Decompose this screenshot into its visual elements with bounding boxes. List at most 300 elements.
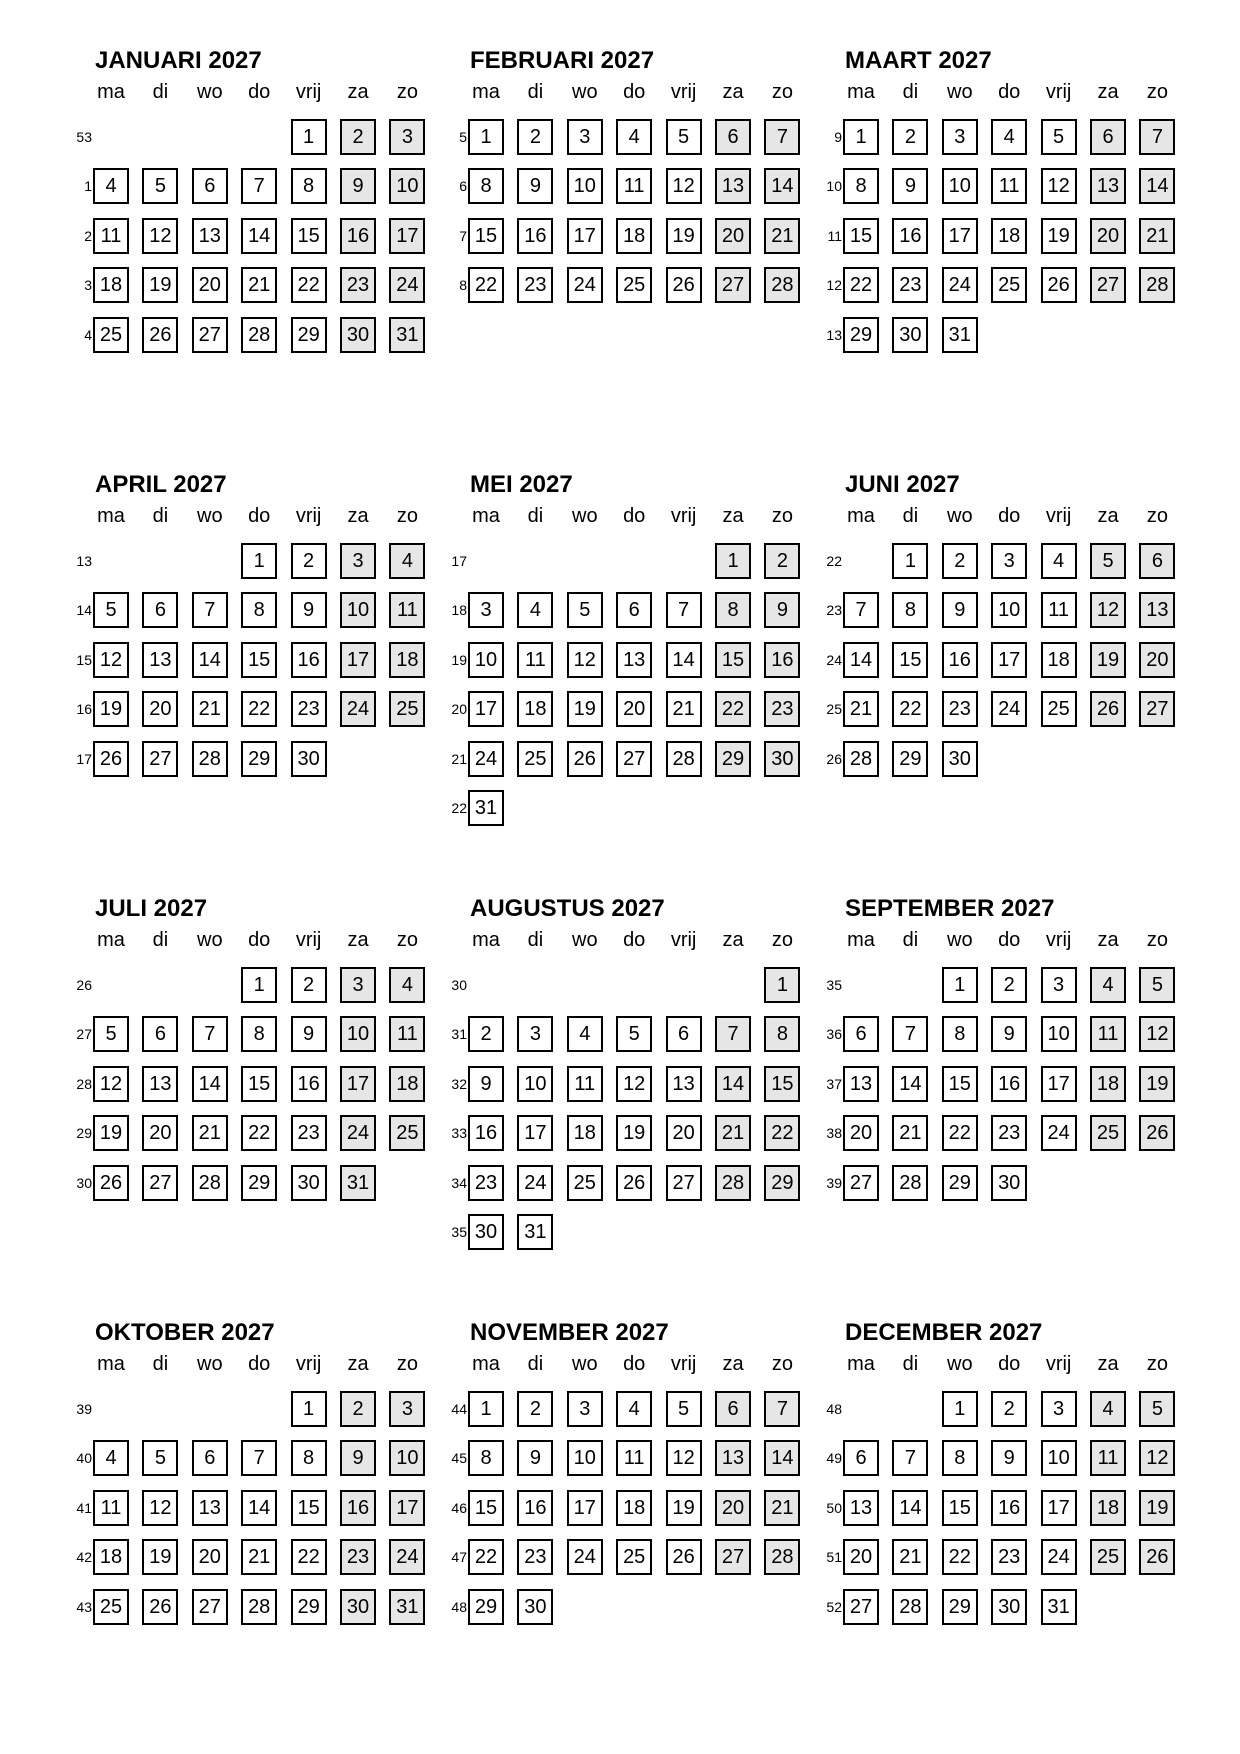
weekend-day-cell: 13 bbox=[1090, 168, 1126, 204]
day-cell: 12 bbox=[93, 642, 129, 678]
day-cell: 12 bbox=[1041, 168, 1077, 204]
month-9 bbox=[820, 848, 1200, 1268]
day-cell: 19 bbox=[142, 267, 178, 303]
day-cell: 28 bbox=[843, 741, 879, 777]
day-cell: 4 bbox=[1041, 543, 1077, 579]
weekend-day-cell: 6 bbox=[715, 1391, 751, 1427]
week-number: 39 bbox=[76, 1401, 92, 1417]
day-cell: 4 bbox=[93, 168, 129, 204]
week-number: 5 bbox=[459, 129, 467, 145]
day-cell: 23 bbox=[291, 691, 327, 727]
weekend-day-cell: 20 bbox=[1090, 218, 1126, 254]
day-cell: 9 bbox=[291, 1016, 327, 1052]
weekday-header: wo bbox=[947, 81, 973, 103]
day-cell: 1 bbox=[468, 1391, 504, 1427]
weekday-header: ma bbox=[472, 929, 500, 951]
weekday-header: za bbox=[722, 81, 744, 103]
day-cell: 15 bbox=[241, 642, 277, 678]
week-number: 11 bbox=[827, 227, 842, 244]
day-cell: 25 bbox=[1041, 691, 1077, 727]
weekday-header: ma bbox=[847, 81, 875, 103]
day-cell: 5 bbox=[1041, 119, 1077, 155]
weekend-day-cell: 15 bbox=[764, 1066, 800, 1102]
weekend-day-cell: 2 bbox=[340, 1391, 376, 1427]
weekday-header: ma bbox=[472, 505, 500, 527]
day-cell: 25 bbox=[93, 317, 129, 353]
day-cell: 16 bbox=[468, 1115, 504, 1151]
weekday-header: za bbox=[347, 1353, 369, 1375]
day-cell: 29 bbox=[843, 317, 879, 353]
day-cell: 13 bbox=[843, 1490, 879, 1526]
day-cell: 23 bbox=[991, 1115, 1027, 1151]
weekday-header: do bbox=[248, 81, 271, 103]
day-cell: 19 bbox=[93, 1115, 129, 1151]
day-cell: 6 bbox=[142, 592, 178, 628]
day-cell: 30 bbox=[468, 1214, 504, 1250]
day-cell: 9 bbox=[517, 1440, 553, 1476]
day-cell: 15 bbox=[468, 218, 504, 254]
weekend-day-cell: 4 bbox=[1090, 967, 1126, 1003]
day-cell: 17 bbox=[517, 1115, 553, 1151]
weekday-header: zo bbox=[396, 505, 418, 527]
weekend-day-cell: 10 bbox=[340, 592, 376, 628]
day-cell: 3 bbox=[567, 1391, 603, 1427]
weekend-day-cell: 22 bbox=[764, 1115, 800, 1151]
weekday-header: do bbox=[248, 505, 271, 527]
week-number: 12 bbox=[826, 277, 842, 294]
day-cell: 14 bbox=[892, 1066, 928, 1102]
weekend-day-cell: 17 bbox=[389, 218, 425, 254]
day-cell: 8 bbox=[942, 1016, 978, 1052]
day-cell: 2 bbox=[291, 967, 327, 1003]
day-cell: 2 bbox=[517, 1391, 553, 1427]
day-cell: 12 bbox=[666, 1440, 702, 1476]
weekday-header: zo bbox=[396, 1353, 418, 1375]
day-cell: 27 bbox=[192, 1589, 228, 1625]
week-number: 10 bbox=[826, 178, 842, 195]
day-cell: 18 bbox=[616, 1490, 652, 1526]
day-cell: 10 bbox=[567, 168, 603, 204]
week-number: 23 bbox=[826, 602, 842, 619]
week-number: 25 bbox=[826, 701, 842, 718]
weekday-header: ma bbox=[97, 1353, 125, 1375]
weekday-header: do bbox=[998, 1353, 1021, 1375]
weekday-header: zo bbox=[1146, 929, 1168, 951]
day-cell: 20 bbox=[142, 691, 178, 727]
month-2 bbox=[445, 0, 825, 420]
weekend-day-cell: 24 bbox=[340, 1115, 376, 1151]
weekday-header: wo bbox=[197, 81, 223, 103]
week-number: 51 bbox=[826, 1549, 842, 1566]
day-cell: 6 bbox=[192, 168, 228, 204]
day-cell: 24 bbox=[567, 1539, 603, 1575]
weekday-header: vrij bbox=[1045, 1353, 1072, 1375]
weekend-day-cell: 14 bbox=[764, 168, 800, 204]
weekday-header: zo bbox=[771, 505, 793, 527]
week-number: 35 bbox=[826, 977, 842, 993]
day-cell: 18 bbox=[991, 218, 1027, 254]
weekend-day-cell: 5 bbox=[1139, 1391, 1175, 1427]
weekend-day-cell: 21 bbox=[1139, 218, 1175, 254]
day-cell: 6 bbox=[142, 1016, 178, 1052]
weekend-day-cell: 29 bbox=[764, 1165, 800, 1201]
day-cell: 31 bbox=[517, 1214, 553, 1250]
weekday-header: di bbox=[152, 81, 169, 103]
weekday-header: ma bbox=[472, 81, 500, 103]
day-cell: 24 bbox=[468, 741, 504, 777]
day-cell: 24 bbox=[1041, 1115, 1077, 1151]
day-cell: 13 bbox=[843, 1066, 879, 1102]
weekday-header: do bbox=[623, 505, 646, 527]
day-cell: 21 bbox=[192, 1115, 228, 1151]
weekend-day-cell: 23 bbox=[340, 1539, 376, 1575]
day-cell: 28 bbox=[241, 317, 277, 353]
weekday-header: wo bbox=[947, 505, 973, 527]
weekend-day-cell: 26 bbox=[1139, 1539, 1175, 1575]
day-cell: 15 bbox=[942, 1490, 978, 1526]
week-number: 22 bbox=[451, 800, 467, 816]
day-cell: 14 bbox=[241, 1490, 277, 1526]
weekend-day-cell: 22 bbox=[715, 691, 751, 727]
day-cell: 1 bbox=[241, 967, 277, 1003]
day-cell: 14 bbox=[241, 218, 277, 254]
day-cell: 2 bbox=[942, 543, 978, 579]
day-cell: 11 bbox=[616, 1440, 652, 1476]
day-cell: 5 bbox=[93, 592, 129, 628]
day-cell: 28 bbox=[192, 1165, 228, 1201]
week-number: 53 bbox=[76, 129, 92, 145]
day-cell: 30 bbox=[517, 1589, 553, 1625]
day-cell: 20 bbox=[843, 1539, 879, 1575]
day-cell: 26 bbox=[93, 1165, 129, 1201]
day-cell: 25 bbox=[616, 1539, 652, 1575]
day-cell: 23 bbox=[942, 691, 978, 727]
week-number: 30 bbox=[451, 977, 467, 993]
day-cell: 22 bbox=[241, 1115, 277, 1151]
week-number: 18 bbox=[451, 602, 467, 619]
day-cell: 19 bbox=[567, 691, 603, 727]
weekday-header: zo bbox=[1146, 505, 1168, 527]
weekday-header: di bbox=[527, 1353, 544, 1375]
day-cell: 1 bbox=[942, 967, 978, 1003]
day-cell: 1 bbox=[291, 119, 327, 155]
weekend-day-cell: 12 bbox=[1090, 592, 1126, 628]
day-cell: 6 bbox=[843, 1440, 879, 1476]
day-cell: 16 bbox=[991, 1490, 1027, 1526]
month-title: NOVEMBER 2027 bbox=[470, 1319, 669, 1346]
day-cell: 28 bbox=[892, 1589, 928, 1625]
weekend-day-cell: 24 bbox=[340, 691, 376, 727]
day-cell: 15 bbox=[291, 1490, 327, 1526]
day-cell: 4 bbox=[991, 119, 1027, 155]
week-number: 42 bbox=[76, 1549, 92, 1566]
weekday-header: ma bbox=[472, 1353, 500, 1375]
month-3 bbox=[820, 0, 1200, 420]
day-cell: 18 bbox=[616, 218, 652, 254]
weekend-day-cell: 25 bbox=[389, 691, 425, 727]
weekday-header: di bbox=[902, 81, 919, 103]
day-cell: 5 bbox=[142, 168, 178, 204]
day-cell: 26 bbox=[142, 1589, 178, 1625]
day-cell: 16 bbox=[517, 1490, 553, 1526]
day-cell: 20 bbox=[666, 1115, 702, 1151]
day-cell: 21 bbox=[241, 1539, 277, 1575]
day-cell: 15 bbox=[468, 1490, 504, 1526]
weekday-header: ma bbox=[847, 505, 875, 527]
weekend-day-cell: 7 bbox=[1139, 119, 1175, 155]
day-cell: 16 bbox=[517, 218, 553, 254]
weekday-header: wo bbox=[572, 1353, 598, 1375]
day-cell: 13 bbox=[192, 1490, 228, 1526]
weekend-day-cell: 4 bbox=[389, 967, 425, 1003]
day-cell: 29 bbox=[892, 741, 928, 777]
weekend-day-cell: 1 bbox=[764, 967, 800, 1003]
day-cell: 11 bbox=[991, 168, 1027, 204]
day-cell: 4 bbox=[93, 1440, 129, 1476]
month-title: SEPTEMBER 2027 bbox=[845, 895, 1055, 922]
weekend-day-cell: 10 bbox=[389, 1440, 425, 1476]
day-cell: 22 bbox=[241, 691, 277, 727]
day-cell: 25 bbox=[991, 267, 1027, 303]
week-number: 39 bbox=[826, 1174, 842, 1191]
weekday-header: vrij bbox=[670, 929, 697, 951]
day-cell: 13 bbox=[666, 1066, 702, 1102]
day-cell: 28 bbox=[241, 1589, 277, 1625]
week-number: 13 bbox=[76, 553, 92, 569]
day-cell: 12 bbox=[142, 218, 178, 254]
week-number: 46 bbox=[451, 1499, 467, 1516]
month-title: JANUARI 2027 bbox=[95, 47, 262, 74]
day-cell: 9 bbox=[991, 1440, 1027, 1476]
day-cell: 27 bbox=[843, 1165, 879, 1201]
day-cell: 19 bbox=[666, 218, 702, 254]
weekend-day-cell: 20 bbox=[1139, 642, 1175, 678]
weekend-day-cell: 18 bbox=[1090, 1490, 1126, 1526]
month-12 bbox=[820, 1272, 1200, 1692]
day-cell: 2 bbox=[892, 119, 928, 155]
week-number: 47 bbox=[451, 1549, 467, 1566]
weekend-day-cell: 1 bbox=[715, 543, 751, 579]
weekday-header: za bbox=[1097, 81, 1119, 103]
weekday-header: di bbox=[152, 929, 169, 951]
week-number: 45 bbox=[451, 1450, 467, 1467]
weekend-day-cell: 15 bbox=[715, 642, 751, 678]
day-cell: 1 bbox=[892, 543, 928, 579]
day-cell: 11 bbox=[616, 168, 652, 204]
week-number: 13 bbox=[826, 326, 842, 343]
week-number: 4 bbox=[84, 326, 92, 343]
month-title: AUGUSTUS 2027 bbox=[470, 895, 665, 922]
day-cell: 1 bbox=[291, 1391, 327, 1427]
month-title: JULI 2027 bbox=[95, 895, 208, 922]
day-cell: 8 bbox=[241, 1016, 277, 1052]
weekend-day-cell: 19 bbox=[1090, 642, 1126, 678]
week-number: 49 bbox=[826, 1450, 842, 1467]
day-cell: 17 bbox=[567, 218, 603, 254]
weekend-day-cell: 28 bbox=[764, 267, 800, 303]
weekend-day-cell: 10 bbox=[389, 168, 425, 204]
weekend-day-cell: 25 bbox=[389, 1115, 425, 1151]
weekend-day-cell: 11 bbox=[389, 1016, 425, 1052]
weekend-day-cell: 31 bbox=[389, 1589, 425, 1625]
weekday-header: zo bbox=[396, 81, 418, 103]
day-cell: 21 bbox=[241, 267, 277, 303]
day-cell: 12 bbox=[666, 168, 702, 204]
day-cell: 8 bbox=[942, 1440, 978, 1476]
day-cell: 15 bbox=[942, 1066, 978, 1102]
month-1 bbox=[70, 0, 450, 420]
day-cell: 7 bbox=[892, 1016, 928, 1052]
day-cell: 28 bbox=[192, 741, 228, 777]
weekend-day-cell: 17 bbox=[340, 642, 376, 678]
day-cell: 22 bbox=[843, 267, 879, 303]
weekday-header: ma bbox=[847, 929, 875, 951]
weekday-header: do bbox=[998, 505, 1021, 527]
weekday-header: do bbox=[998, 929, 1021, 951]
day-cell: 27 bbox=[666, 1165, 702, 1201]
weekday-header: ma bbox=[97, 505, 125, 527]
week-number: 38 bbox=[826, 1125, 842, 1142]
day-cell: 18 bbox=[93, 267, 129, 303]
day-cell: 15 bbox=[843, 218, 879, 254]
weekend-day-cell: 31 bbox=[340, 1165, 376, 1201]
day-cell: 10 bbox=[517, 1066, 553, 1102]
day-cell: 31 bbox=[942, 317, 978, 353]
weekend-day-cell: 11 bbox=[1090, 1016, 1126, 1052]
day-cell: 9 bbox=[991, 1016, 1027, 1052]
day-cell: 10 bbox=[1041, 1440, 1077, 1476]
day-cell: 6 bbox=[192, 1440, 228, 1476]
day-cell: 3 bbox=[567, 119, 603, 155]
week-number: 15 bbox=[76, 651, 92, 668]
weekend-day-cell: 18 bbox=[1090, 1066, 1126, 1102]
day-cell: 24 bbox=[942, 267, 978, 303]
weekend-day-cell: 21 bbox=[764, 1490, 800, 1526]
week-number: 50 bbox=[826, 1499, 842, 1516]
weekend-day-cell: 10 bbox=[340, 1016, 376, 1052]
day-cell: 16 bbox=[892, 218, 928, 254]
day-cell: 10 bbox=[942, 168, 978, 204]
week-number: 43 bbox=[76, 1598, 92, 1615]
day-cell: 19 bbox=[616, 1115, 652, 1151]
weekday-header: do bbox=[623, 929, 646, 951]
weekend-day-cell: 7 bbox=[715, 1016, 751, 1052]
weekend-day-cell: 2 bbox=[340, 119, 376, 155]
weekend-day-cell: 14 bbox=[764, 1440, 800, 1476]
day-cell: 28 bbox=[666, 741, 702, 777]
weekend-day-cell: 21 bbox=[715, 1115, 751, 1151]
weekday-header: do bbox=[248, 1353, 271, 1375]
day-cell: 13 bbox=[616, 642, 652, 678]
week-number: 26 bbox=[76, 977, 92, 993]
day-cell: 15 bbox=[892, 642, 928, 678]
day-cell: 9 bbox=[468, 1066, 504, 1102]
weekend-day-cell: 23 bbox=[764, 691, 800, 727]
day-cell: 3 bbox=[517, 1016, 553, 1052]
day-cell: 26 bbox=[567, 741, 603, 777]
week-number: 17 bbox=[451, 553, 467, 569]
day-cell: 14 bbox=[192, 1066, 228, 1102]
day-cell: 13 bbox=[192, 218, 228, 254]
day-cell: 21 bbox=[892, 1539, 928, 1575]
day-cell: 17 bbox=[1041, 1490, 1077, 1526]
day-cell: 19 bbox=[142, 1539, 178, 1575]
weekend-day-cell: 13 bbox=[715, 1440, 751, 1476]
weekday-header: ma bbox=[97, 929, 125, 951]
weekend-day-cell: 30 bbox=[764, 741, 800, 777]
day-cell: 10 bbox=[991, 592, 1027, 628]
weekday-header: wo bbox=[197, 929, 223, 951]
day-cell: 19 bbox=[93, 691, 129, 727]
week-number: 48 bbox=[451, 1598, 467, 1615]
day-cell: 1 bbox=[942, 1391, 978, 1427]
day-cell: 29 bbox=[241, 741, 277, 777]
weekday-header: di bbox=[152, 505, 169, 527]
weekend-day-cell: 27 bbox=[715, 1539, 751, 1575]
day-cell: 26 bbox=[142, 317, 178, 353]
weekday-header: za bbox=[1097, 505, 1119, 527]
day-cell: 22 bbox=[942, 1539, 978, 1575]
day-cell: 29 bbox=[241, 1165, 277, 1201]
weekend-day-cell: 14 bbox=[715, 1066, 751, 1102]
week-number: 28 bbox=[76, 1075, 92, 1092]
day-cell: 8 bbox=[291, 168, 327, 204]
day-cell: 1 bbox=[241, 543, 277, 579]
weekend-day-cell: 31 bbox=[389, 317, 425, 353]
weekday-header: za bbox=[722, 929, 744, 951]
day-cell: 16 bbox=[291, 642, 327, 678]
day-cell: 20 bbox=[843, 1115, 879, 1151]
weekday-header: do bbox=[623, 81, 646, 103]
day-cell: 4 bbox=[567, 1016, 603, 1052]
day-cell: 8 bbox=[241, 592, 277, 628]
day-cell: 29 bbox=[942, 1165, 978, 1201]
week-number: 21 bbox=[451, 750, 467, 767]
day-cell: 3 bbox=[468, 592, 504, 628]
day-cell: 30 bbox=[892, 317, 928, 353]
day-cell: 11 bbox=[567, 1066, 603, 1102]
weekday-header: zo bbox=[396, 929, 418, 951]
weekend-day-cell: 4 bbox=[1090, 1391, 1126, 1427]
day-cell: 10 bbox=[567, 1440, 603, 1476]
day-cell: 29 bbox=[291, 317, 327, 353]
weekday-header: wo bbox=[947, 929, 973, 951]
week-number: 6 bbox=[459, 178, 467, 195]
weekend-day-cell: 9 bbox=[340, 168, 376, 204]
weekday-header: vrij bbox=[1045, 505, 1072, 527]
month-8 bbox=[445, 848, 825, 1268]
day-cell: 6 bbox=[666, 1016, 702, 1052]
weekend-day-cell: 25 bbox=[1090, 1115, 1126, 1151]
day-cell: 11 bbox=[517, 642, 553, 678]
weekday-header: za bbox=[722, 1353, 744, 1375]
day-cell: 12 bbox=[93, 1066, 129, 1102]
weekday-header: zo bbox=[1146, 1353, 1168, 1375]
day-cell: 23 bbox=[468, 1165, 504, 1201]
day-cell: 15 bbox=[291, 218, 327, 254]
day-cell: 2 bbox=[468, 1016, 504, 1052]
weekend-day-cell: 26 bbox=[1139, 1115, 1175, 1151]
day-cell: 26 bbox=[1041, 267, 1077, 303]
day-cell: 26 bbox=[666, 1539, 702, 1575]
weekend-day-cell: 16 bbox=[764, 642, 800, 678]
day-cell: 4 bbox=[616, 1391, 652, 1427]
day-cell: 18 bbox=[517, 691, 553, 727]
day-cell: 22 bbox=[942, 1115, 978, 1151]
weekend-day-cell: 30 bbox=[340, 1589, 376, 1625]
day-cell: 12 bbox=[567, 642, 603, 678]
day-cell: 5 bbox=[616, 1016, 652, 1052]
